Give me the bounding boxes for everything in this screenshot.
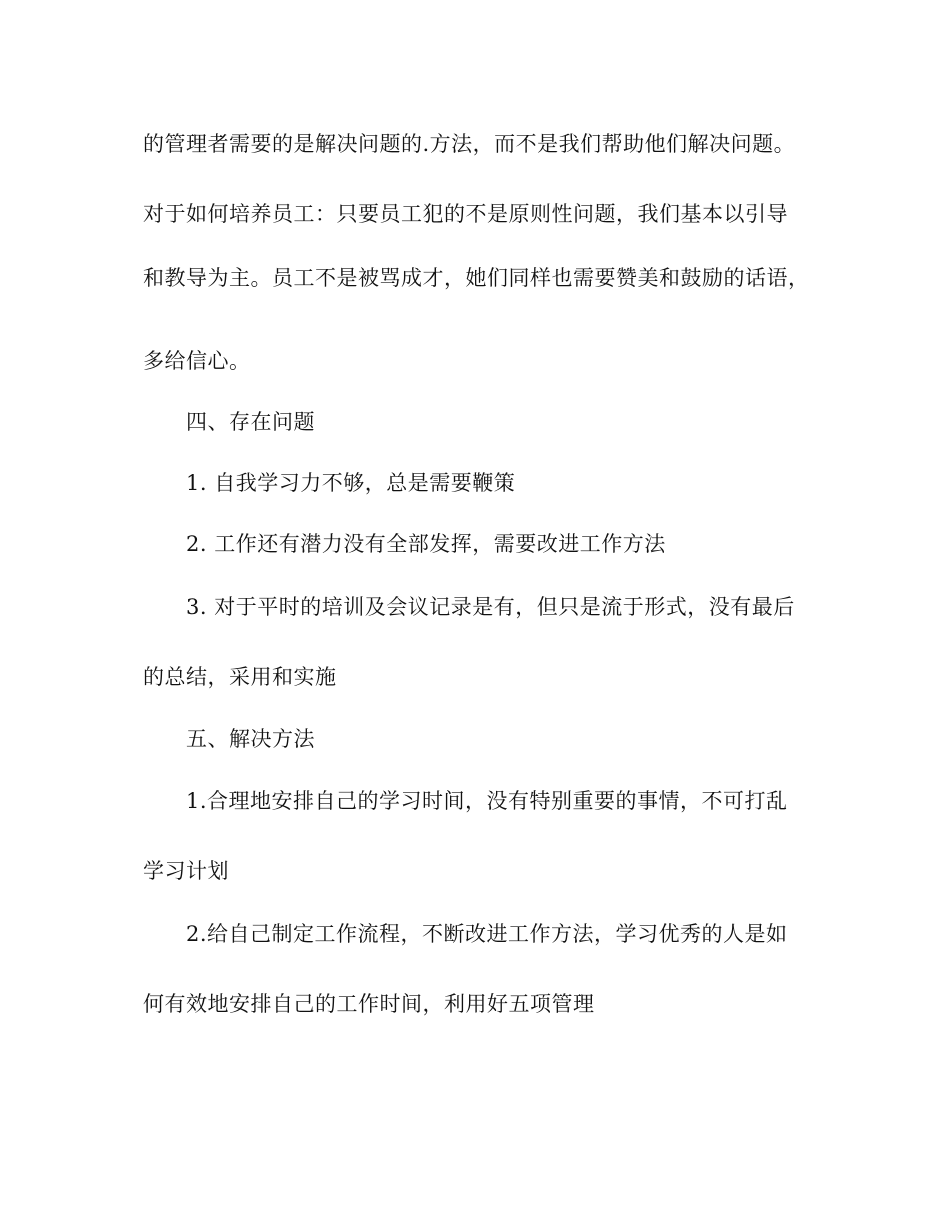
section-heading-solutions: 五、解决方法 [186,727,315,751]
paragraph-line-3: 和教导为主。员工不是被骂成才，她们同样也需要赞美和鼓励的话语， [143,266,810,290]
paragraph-line-4: 多给信心。 [143,349,251,373]
solution-item-1-continued: 学习计划 [143,859,229,883]
problem-item-2: 2. 工作还有潜力没有全部发挥，需要改进工作方法 [186,532,666,556]
solution-item-2-continued: 何有效地安排自己的工作时间，利用好五项管理 [143,992,595,1016]
problem-item-3: 3. 对于平时的培训及会议记录是有，但只是流于形式，没有最后 [186,595,795,619]
section-heading-problems: 四、存在问题 [186,410,315,434]
paragraph-line-1: 的管理者需要的是解决问题的.方法，而不是我们帮助他们解决问题。 [143,132,796,156]
problem-item-3-continued: 的总结，采用和实施 [143,665,337,689]
paragraph-line-2: 对于如何培养员工：只要员工犯的不是原则性问题，我们基本以引导 [143,202,788,226]
solution-item-2: 2.给自己制定工作流程，不断改进工作方法，学习优秀的人是如 [186,922,788,946]
solution-item-1: 1.合理地安排自己的学习时间，没有特别重要的事情，不可打乱 [186,789,788,813]
problem-item-1: 1. 自我学习力不够，总是需要鞭策 [186,471,516,495]
